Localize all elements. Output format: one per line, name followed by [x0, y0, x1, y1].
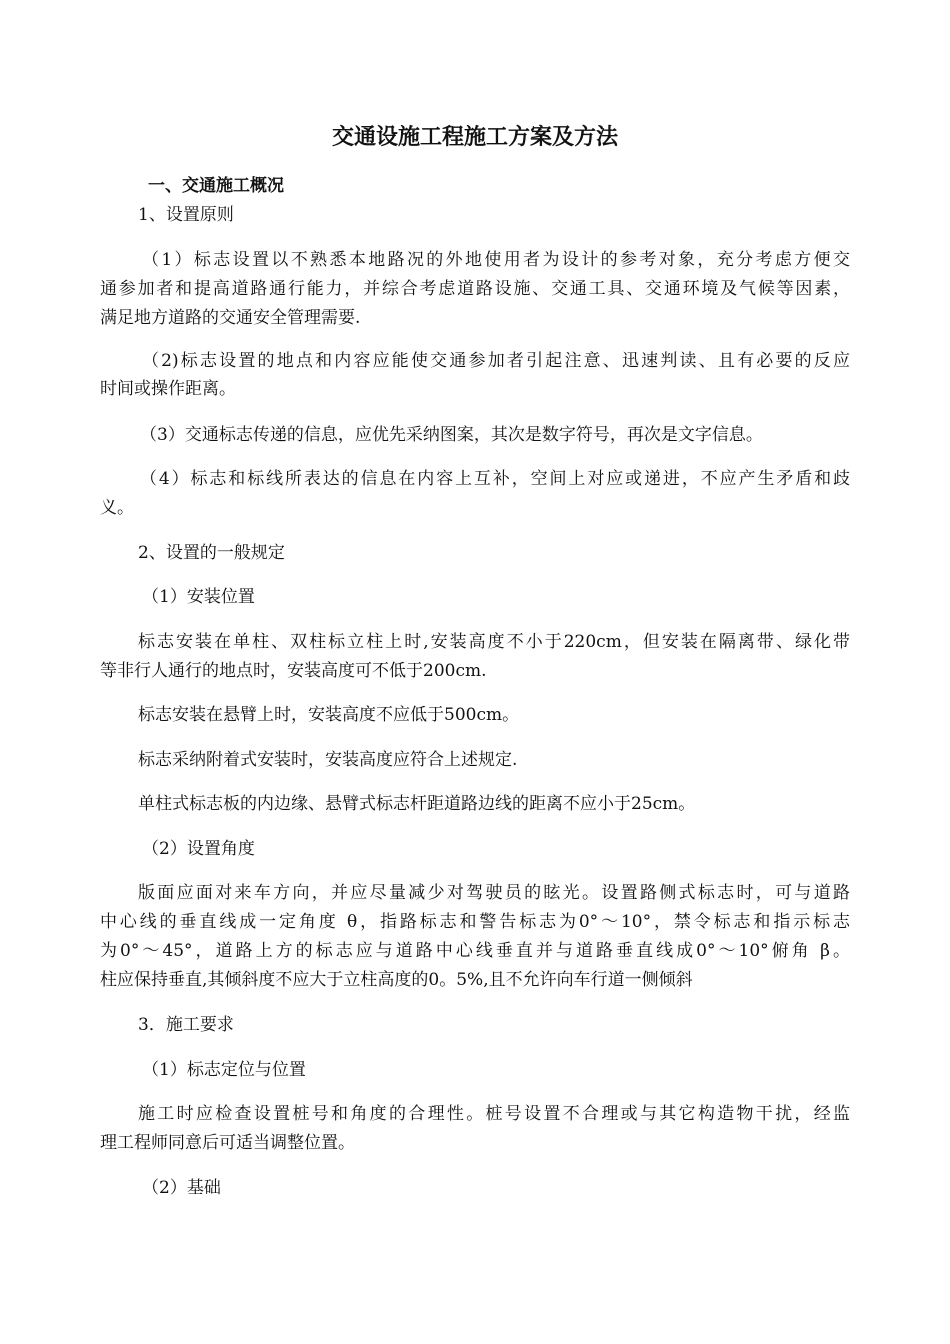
document-title: 交通设施工程施工方案及方法: [331, 125, 618, 150]
paragraph-line: 等非行人通行的地点时，安装高度可不低于200cm.: [100, 661, 487, 681]
subsection-heading: 3．施工要求: [138, 1015, 234, 1035]
subsection-heading: 1、设置原则: [138, 205, 234, 225]
paragraph-line: 标志安装在单柱、双柱标立柱上时,安装高度不小于220cm，但安装在隔离带、绿化带: [138, 632, 850, 652]
paragraph-line: （2)标志设置的地点和内容应能使交通参加者引起注意、迅速判读、且有必要的反应: [142, 351, 850, 371]
paragraph-line: （1）标志设置以不熟悉本地路况的外地使用者为设计的参考对象，充分考虑方便交: [142, 250, 850, 270]
paragraph-line: （4）标志和标线所表达的信息在内容上互补，空间上对应或递进，不应产生矛盾和歧: [140, 469, 850, 489]
paragraph-line: （3）交通标志传递的信息，应优先采纳图案，其次是数字符号，再次是文字信息。: [140, 425, 763, 445]
section-heading: 一、交通施工概况: [148, 176, 284, 196]
paragraph-line: 施工时应检查设置桩号和角度的合理性。桩号设置不合理或与其它构造物干扰，经监: [138, 1104, 850, 1124]
subsection-heading: （2）设置角度: [142, 839, 255, 859]
paragraph-line: 标志采纳附着式安装时，安装高度应符合上述规定.: [138, 750, 518, 770]
subsection-heading: （2）基础: [142, 1178, 221, 1198]
paragraph-line: 义。: [100, 498, 134, 518]
paragraph-line: 为0°～45°，道路上方的标志应与道路中心线垂直并与道路垂直线成0°～10°俯角 β。: [100, 941, 850, 961]
subsection-heading: 2、设置的一般规定: [138, 543, 285, 563]
paragraph-line: 通参加者和提高道路通行能力，并综合考虑道路设施、交通工具、交通环境及气候等因素，: [100, 279, 850, 299]
paragraph-line: 单柱式标志板的内边缘、悬臂式标志杆距道路边线的距离不应小于25cm。: [138, 794, 696, 814]
paragraph-line: 柱应保持垂直,其倾斜度不应大于立柱高度的0。5%,且不允许向车行道一侧倾斜: [100, 970, 693, 990]
paragraph-line: 版面应面对来车方向，并应尽量减少对驾驶员的眩光。设置路侧式标志时，可与道路: [138, 883, 850, 903]
subsection-heading: （1）安装位置: [142, 587, 255, 607]
paragraph-line: 理工程师同意后可适当调整位置。: [100, 1133, 355, 1153]
paragraph-line: 中心线的垂直线成一定角度 θ，指路标志和警告标志为0°～10°，禁令标志和指示标志: [100, 912, 850, 932]
subsection-heading: （1）标志定位与位置: [142, 1060, 306, 1080]
paragraph-line: 标志安装在悬臂上时，安装高度不应低于500cm。: [138, 705, 520, 725]
paragraph-line: 满足地方道路的交通安全管理需要.: [100, 308, 361, 328]
paragraph-line: 时间或操作距离。: [100, 379, 236, 399]
